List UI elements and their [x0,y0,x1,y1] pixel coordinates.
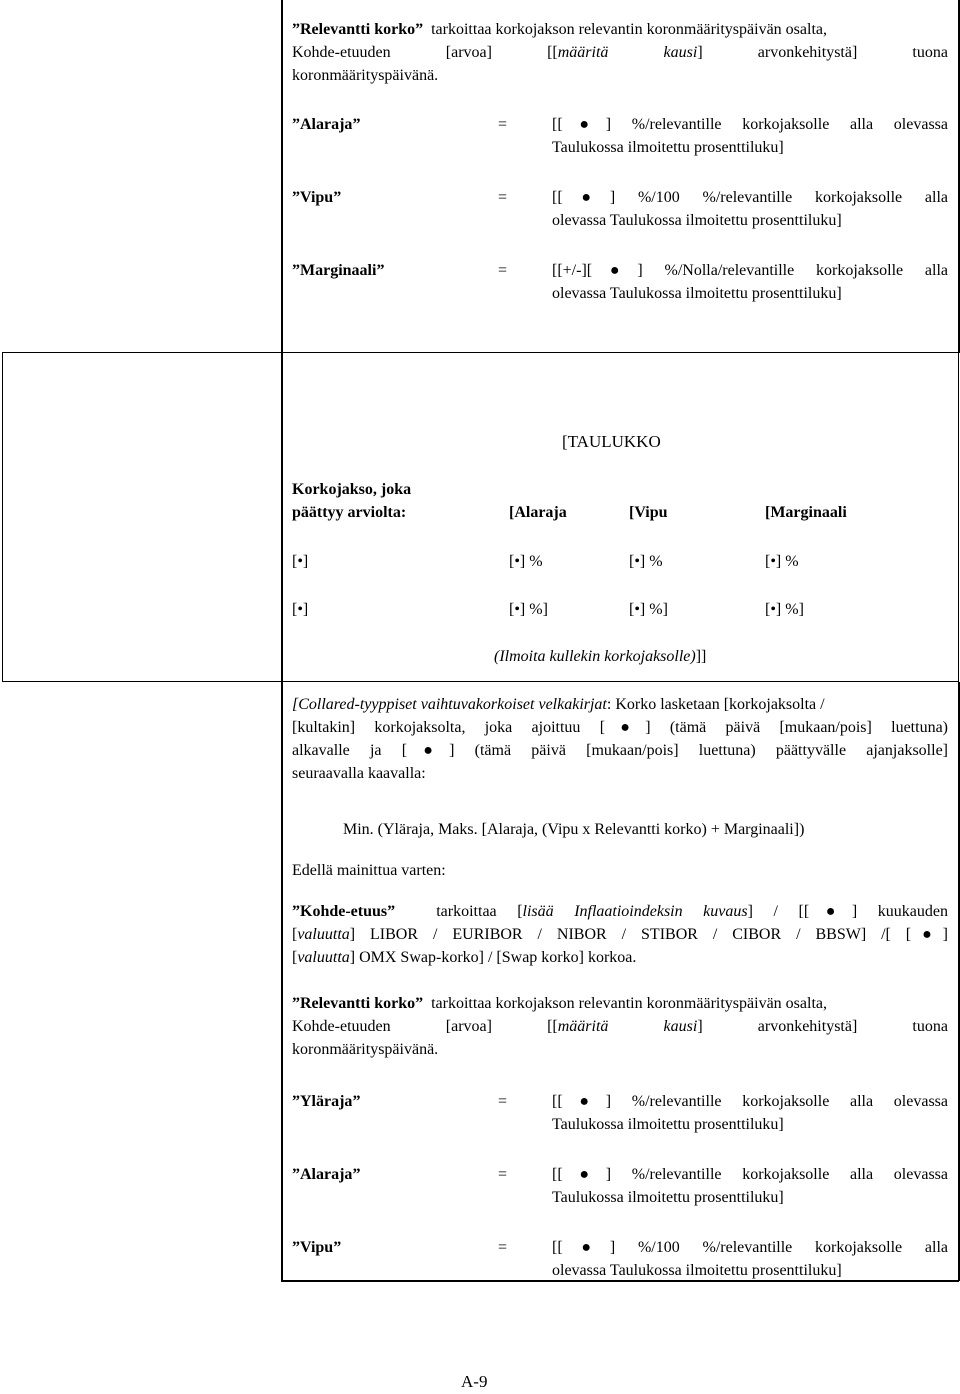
table-header-vipu: [Vipu [629,504,668,521]
table-title: [TAULUKKO [562,432,661,451]
def-bottom-equals-2: = [498,1239,508,1256]
table-row-1-col1: [•] [292,553,309,570]
relevantti-definition-top [292,18,948,87]
def-top-equals-0: = [498,116,508,133]
def-bottom-term-2: ”Vipu” [292,1239,342,1256]
table-inner-left-line [281,352,283,682]
table-header-col1: Korkojakso, joka päättyy arviolta: [292,481,412,521]
table-row-2-col1: [•] [292,601,309,618]
def-bottom-equals-0: = [498,1093,508,1110]
table-row-1-col2: [•] % [509,553,543,570]
collared-formula: Min. (Yläraja, Maks. [Alaraja, (Vipu x Relevantti korko) + Marginaali]) [343,821,805,838]
def-top-value-2: [[+/-][●] %/Nolla/relevantille korkojaksolle alla olevassa Taulukossa ilmoitettu prosenttiluku] [552,262,948,302]
relevantti-b-line-1: ”Relevantti korko” tarkoittaa korkojakson relevantin koronmäärityspäivän osalta, [292,995,827,1012]
table-header-marginaali: [Marginaali [765,504,847,521]
def-bottom-value-2: [[●] %/100 %/relevantille korkojaksolle alla olevassa Taulukossa ilmoitettu prosenttiluku] [552,1239,948,1279]
def-top-value-0: [[●] %/relevantille korkojaksolle alla olevassa Taulukossa ilmoitettu prosenttiluku] [552,116,948,156]
def-bottom-term-1: ”Alaraja” [292,1166,361,1183]
collared-line-1: [Collared-tyyppiset vaihtuvakorkoiset velkakirjat: Korko lasketaan [korkojaksolta / [292,696,825,713]
frame-left-bottom [281,682,283,1281]
page-number: A-9 [461,1372,488,1391]
frame-left-top [281,0,283,353]
table-row-2-col2: [•] %] [509,601,548,618]
kohde-line-2: [valuutta] LIBOR / EURIBOR / NIBOR / STIBOR / CIBOR / BBSW] /[ [●] [292,926,948,943]
frame-right-bottom [958,682,960,1281]
def-bottom-value-1: [[●] %/relevantille korkojaksolle alla olevassa Taulukossa ilmoitettu prosenttiluku] [552,1166,948,1206]
relevantti-line-2: Kohde-etuuden [arvoa] [[määritä kausi] arvonkehitystä] tuona [292,44,948,61]
kohde-etuus-definition [292,900,948,969]
term-relevantti-korko: ”Relevantti korko” [292,21,424,38]
def-top-term-2: ”Marginaali” [292,262,385,279]
relevantti-b-line-3: koronmäärityspäivänä. [292,1041,439,1058]
kohde-line-3: [valuutta] OMX Swap-korko] / [Swap korko] korkoa. [292,949,637,966]
collared-paragraph [292,693,948,785]
table-row-1-col4: [•] % [765,553,799,570]
table-row-1-col3: [•] % [629,553,663,570]
relevantti-line-3: koronmäärityspäivänä. [292,67,439,84]
edella-mainittua: Edellä mainittua varten: [292,862,446,879]
relevantti-b-line-2: Kohde-etuuden [arvoa] [[määritä kausi] arvonkehitystä] tuona [292,1018,948,1035]
def-bottom-term-0: ”Yläraja” [292,1093,361,1110]
def-top-term-1: ”Vipu” [292,189,342,206]
table-row-2-col3: [•] %] [629,601,668,618]
frame-right-top [958,0,960,353]
collared-line-4: seuraavalla kaavalla: [292,765,426,782]
collared-line-3: alkavalle ja [●] (tämä päivä [mukaan/pois] luettuna) päättyvälle ajanjaksolle] [292,742,948,759]
table-header-alaraja: [Alaraja [509,504,567,521]
collared-line-2: [kultakin] korkojaksolta, joka ajoittuu [●] (tämä päivä [mukaan/pois] luettuna) [292,719,948,736]
def-top-term-0: ”Alaraja” [292,116,361,133]
def-top-value-1: [[●] %/100 %/relevantille korkojaksolle alla olevassa Taulukossa ilmoitettu prosenttiluku] [552,189,948,229]
def-top-equals-2: = [498,262,508,279]
kohde-line-1: ”Kohde-etuus” tarkoittaa [lisää Inflaatioindeksin kuvaus] / [[●] kuukauden [292,903,949,920]
def-top-equals-1: = [498,189,508,206]
def-bottom-value-0: [[●] %/relevantille korkojaksolle alla olevassa Taulukossa ilmoitettu prosenttiluku] [552,1093,948,1133]
table-row-2-col4: [•] %] [765,601,804,618]
table-note: (Ilmoita kullekin korkojaksolle)]] [494,648,707,665]
relevantti-line-1: ”Relevantti korko” tarkoittaa korkojakson relevantin koronmäärityspäivän osalta, [292,21,827,38]
relevantti-definition-bottom [292,992,948,1061]
def-bottom-equals-1: = [498,1166,508,1183]
